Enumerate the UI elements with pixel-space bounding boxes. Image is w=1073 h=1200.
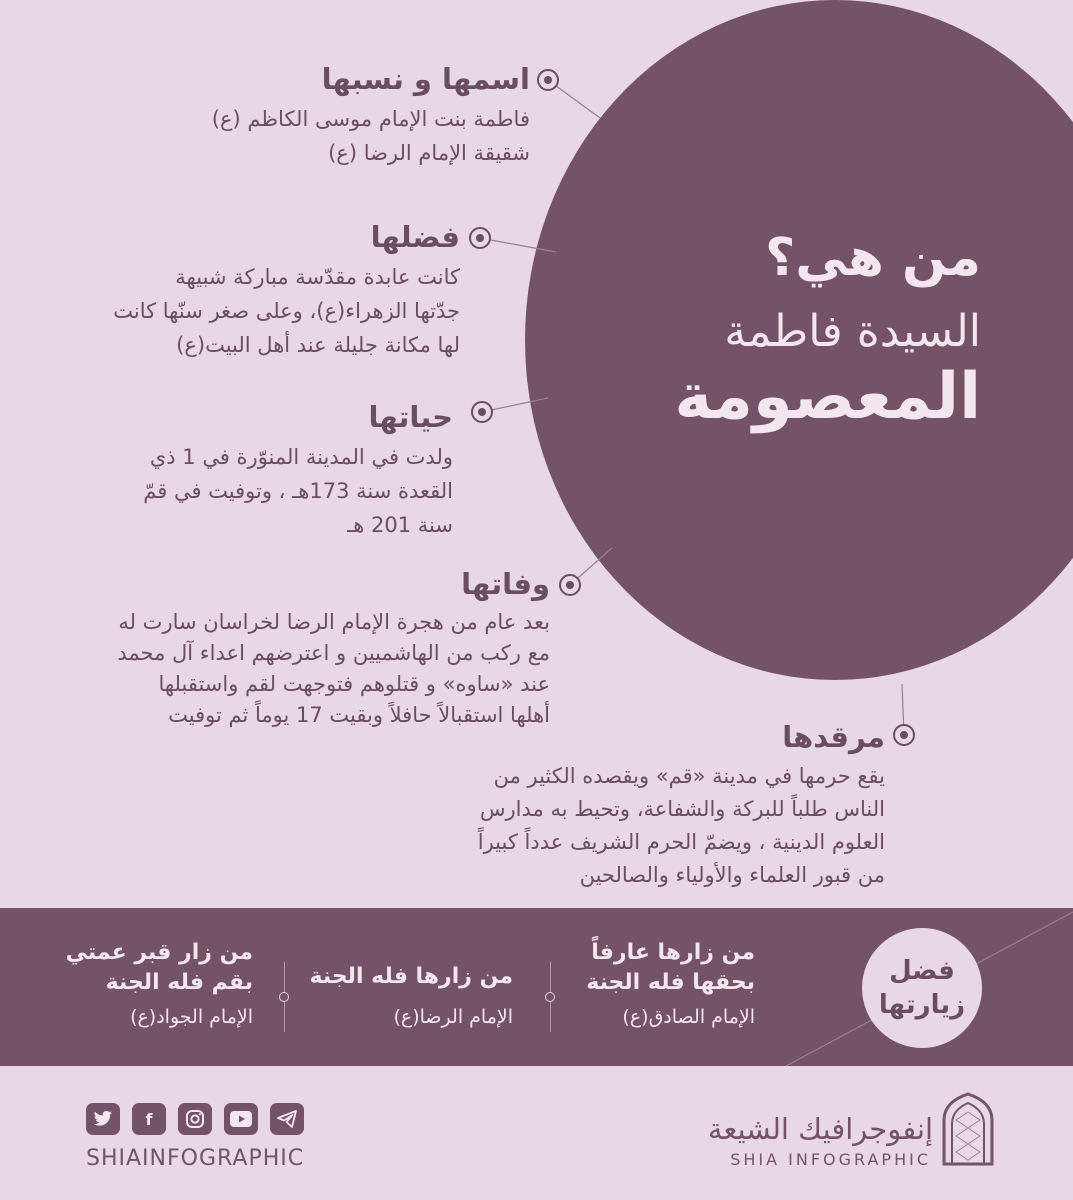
section-shrine-line: العلوم الدينية ، ويضمّ الحرم الشريف عدداً كبيراً [477,830,885,854]
facebook-icon[interactable]: f [132,1103,166,1135]
section-shrine-title: مرقدها [782,720,885,754]
section-shrine-line: الناس طلباً للبركة والشفاعة، وتحيط به مدارس [479,797,885,821]
brand-name-arabic: إنفوجرافيك الشيعة [707,1112,933,1146]
divider-dot-icon [279,992,289,1002]
hadith-text: من زارها عارفاً [591,940,755,965]
hadith-source: الإمام الرضا(ع) [393,1006,513,1028]
visit-label-line2: زيارتها [878,990,966,1020]
instagram-icon[interactable] [178,1103,212,1135]
section-name-title: اسمها و نسبها [321,62,530,96]
brand-logo-icon [938,1090,998,1166]
section-life-line: سنة 201 هـ [347,513,453,537]
section-life-line: القعدة سنة 173هـ ، وتوفيت في قمّ [143,479,453,503]
hadith-sadiq [586,938,755,1028]
hero-question: من هي؟ [765,228,981,288]
hadith-jawad [66,938,253,1028]
visit-label-circle [862,928,982,1048]
divider-dot-icon [545,992,555,1002]
hadith-text: بقم فله الجنة [105,970,253,995]
hadith-text: بحقها فله الجنة [586,970,755,995]
section-virtue-line: لها مكانة جليلة عند أهل البيت(ع) [176,333,460,357]
hero-title: المعصومة [674,360,981,434]
hadith-text: من زار قبر عمتي [65,940,253,965]
section-virtue-line: جدّتها الزهراء(ع)، وعلى صغر سنّها كانت [113,299,460,323]
section-death-line: مع ركب من الهاشميين و اعترضهم اعداء آل محمد [117,641,550,665]
section-virtue-line: كانت عابدة مقدّسة مباركة شبيهة [175,265,460,289]
hadith-source: الإمام الجواد(ع) [130,1006,253,1028]
youtube-icon[interactable] [224,1103,258,1135]
social-links [86,1103,304,1135]
section-shrine-line: يقع حرمها في مدينة «قم» ويقصده الكثير من [493,764,885,788]
section-virtue-title: فضلها [370,220,460,254]
hadith-text: من زارها فله الجنة [309,964,513,989]
section-death-line: بعد عام من هجرة الإمام الرضا لخراسان سارت له [118,610,550,634]
section-name-line: شقيقة الإمام الرضا (ع) [328,141,530,165]
section-life-title: حياتها [368,400,453,434]
visit-label-line1: فضل [889,956,955,986]
hadith-source: الإمام الصادق(ع) [622,1006,755,1028]
hero-subtitle: السيدة فاطمة [724,306,981,357]
social-handle: SHIAINFOGRAPHIC [86,1146,305,1171]
section-life-line: ولدت في المدينة المنوّرة في 1 ذي [149,445,453,469]
twitter-icon[interactable] [86,1103,120,1135]
section-death-line: عند «ساوه» و قتلوهم فتوجهت لقم واستقبلها [158,672,550,696]
telegram-icon[interactable] [270,1103,304,1135]
section-death-line: أهلها استقبالاً حافلاً وبقيت 17 يوماً ثم توفيت [168,703,550,727]
hadith-rida [310,962,514,1028]
section-name-line: فاطمة بنت الإمام موسى الكاظم (ع) [211,107,530,131]
brand-name-english: SHIA INFOGRAPHIC [730,1150,931,1169]
section-shrine-line: من قبور العلماء والأولياء والصالحين [579,863,885,887]
section-death-title: وفاتها [461,567,550,601]
